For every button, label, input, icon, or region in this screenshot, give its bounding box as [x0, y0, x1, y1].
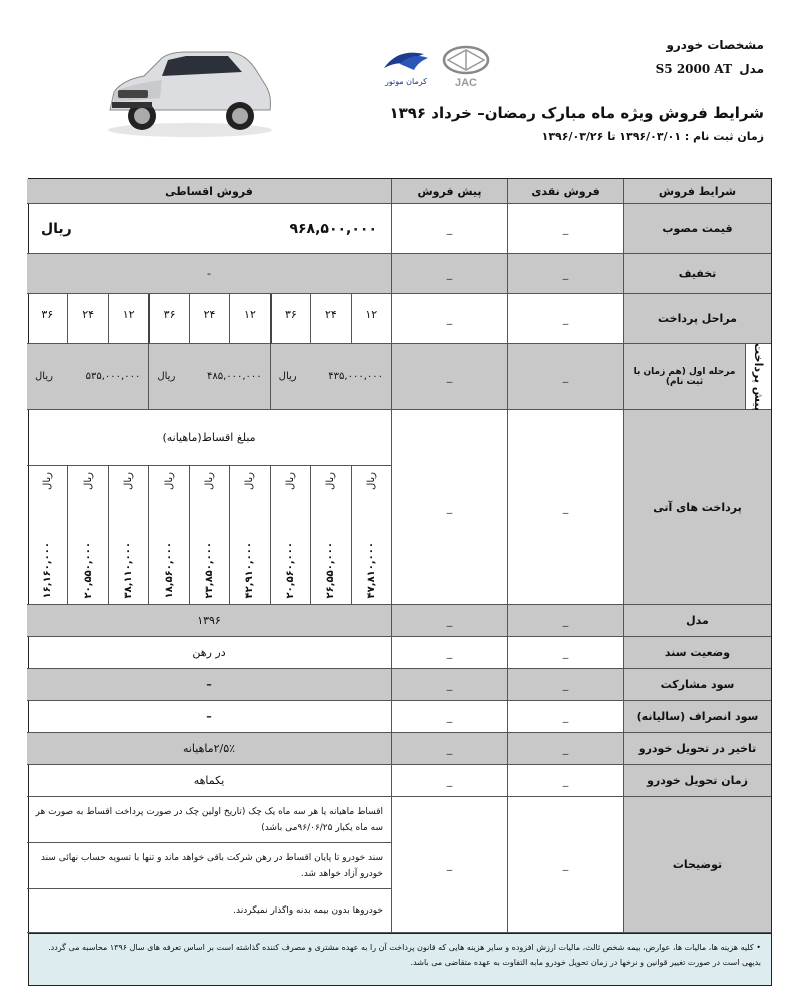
stage-cell: ۱۲: [108, 294, 148, 344]
prepayment-side-label: [745, 344, 771, 410]
future-installment-unit: ریال: [204, 472, 216, 490]
first-payment-cash: _: [507, 344, 623, 410]
future-installment-amount: ۱۶,۱۶۰,۰۰۰: [41, 541, 53, 598]
stage-cell: ۲۴: [310, 294, 350, 344]
offer-title: شرایط فروش ویژه ماه مبارک رمضان– خرداد ۱۳۹۶: [389, 104, 764, 122]
model-value: S5 2000 AT: [655, 62, 732, 76]
stages-cash: _: [507, 294, 623, 344]
first-payment-unit: ریال: [157, 371, 176, 382]
future-installment-values: [27, 466, 391, 605]
first-payment-installment: [27, 344, 391, 410]
profit-cash: _: [507, 669, 623, 701]
header-conditions: شرایط فروش: [623, 179, 771, 204]
delay-installment: ۲/۵٪ماهیانه: [27, 733, 391, 765]
row-label-price: قیمت مصوب: [623, 204, 771, 254]
first-payment-group: [270, 344, 391, 410]
document-installment: در رهن: [27, 637, 391, 669]
row-label-delay: تاخیر در تحویل خودرو: [623, 733, 771, 765]
stage-cell: ۳۶: [27, 294, 67, 344]
future-installment-amount: ۲۰,۵۵۰,۰۰۰: [82, 541, 94, 598]
delivery-installment: یکماهه: [27, 765, 391, 797]
future-installment-unit: ریال: [325, 472, 337, 490]
future-installment-amount: ۴۷,۸۱۰,۰۰۰: [365, 541, 377, 598]
row-label-discount: تخفیف: [623, 254, 771, 294]
future-installment-cell: [67, 466, 107, 605]
profit-installment: –: [27, 669, 391, 701]
future-installment-unit: ریال: [163, 472, 175, 490]
future-installment-unit: ریال: [41, 472, 53, 490]
price-value: ۹۶۸,۵۰۰,۰۰۰: [289, 220, 377, 237]
first-payment-unit: ریال: [278, 371, 297, 382]
sales-conditions-table: [28, 178, 772, 986]
price-unit: ریال: [41, 220, 72, 237]
discount-installment: -: [27, 254, 391, 294]
future-cash: _: [507, 410, 623, 605]
stage-cell: ۱۲: [351, 294, 391, 344]
future-installment-amount: ۲۶,۵۵۰,۰۰۰: [325, 541, 337, 598]
future-caption: مبلغ اقساط(ماهیانه): [27, 410, 391, 466]
stage-cell: ۲۴: [189, 294, 229, 344]
note-item-3: خودروها بدون بیمه بدنه واگذار نمیگردند.: [27, 889, 391, 933]
kerman-logo-text: کرمان موتور: [384, 77, 428, 86]
stage-cell: ۲۴: [67, 294, 107, 344]
row-label-notes: توضیحات: [623, 797, 771, 933]
notes-cash: _: [507, 797, 623, 933]
future-installment-unit: ریال: [244, 472, 256, 490]
row-label-withdraw: سود انصراف (سالیانه): [623, 701, 771, 733]
future-installment-cell: [27, 466, 67, 605]
registration-period: زمان ثبت نام : ۱۳۹۶/۰۳/۰۱ تا ۱۳۹۶/۰۳/۲۶: [541, 130, 764, 143]
withdraw-presale: _: [391, 701, 507, 733]
delay-presale: _: [391, 733, 507, 765]
price-presale: _: [391, 204, 507, 254]
header-presale: پیش فروش: [391, 179, 507, 204]
row-label-profit: سود مشارکت: [623, 669, 771, 701]
row-label-document: وضعیت سند: [623, 637, 771, 669]
delivery-cash: _: [507, 765, 623, 797]
model-presale: _: [391, 605, 507, 637]
discount-cash: _: [507, 254, 623, 294]
future-installment-amount: ۲۰,۵۶۰,۰۰۰: [284, 541, 296, 598]
row-label-model: مدل: [623, 605, 771, 637]
kerman-motor-logo: [378, 44, 434, 88]
stages-installment: [27, 294, 391, 344]
stage-cell: ۳۶: [148, 294, 188, 344]
future-installment-unit: ریال: [82, 472, 94, 490]
future-installment-amount: ۲۳,۸۵۰,۰۰۰: [204, 541, 216, 598]
future-presale: _: [391, 410, 507, 605]
stage-cell: ۳۶: [270, 294, 310, 344]
discount-presale: _: [391, 254, 507, 294]
future-installment-unit: ریال: [284, 472, 296, 490]
withdraw-installment: –: [27, 701, 391, 733]
first-payment-amount: ۵۳۵,۰۰۰,۰۰۰: [85, 371, 141, 382]
stage-cell: ۱۲: [229, 294, 269, 344]
future-installment-amount: ۱۸,۵۶۰,۰۰۰: [163, 541, 175, 598]
first-payment-amount: ۴۸۵,۰۰۰,۰۰۰: [206, 371, 262, 382]
specs-title: مشخصات خودرو: [666, 38, 764, 52]
future-installment-cell: [310, 466, 350, 605]
profit-presale: _: [391, 669, 507, 701]
row-label-delivery: زمان تحویل خودرو: [623, 765, 771, 797]
row-label-future: پرداخت های آتی: [623, 410, 771, 605]
first-payment-presale: _: [391, 344, 507, 410]
model-label: مدل: [739, 62, 764, 76]
price-installment: [27, 204, 391, 254]
document-cash: _: [507, 637, 623, 669]
document-presale: _: [391, 637, 507, 669]
price-cash: _: [507, 204, 623, 254]
future-installment-cell: [270, 466, 310, 605]
first-payment-amount: ۴۳۵,۰۰۰,۰۰۰: [328, 371, 383, 382]
first-payment-group: [148, 344, 269, 410]
car-image: [100, 40, 280, 140]
future-installment-unit: ریال: [365, 472, 377, 490]
future-installment-cell: [189, 466, 229, 605]
delay-cash: _: [507, 733, 623, 765]
note-item-1: اقساط ماهیانه یا هر سه ماه یک چک (تاریخ اولین چک در صورت پرداخت اقساط به صورت هر سه ماه یکبار ۹۶/۰۶/۲۵می باشد): [27, 797, 391, 843]
first-payment-group: [27, 344, 148, 410]
future-installment-cell: [229, 466, 269, 605]
first-payment-unit: ریال: [35, 371, 53, 382]
future-installment-unit: ریال: [123, 472, 135, 490]
future-installment-amount: ۳۸,۱۱۰,۰۰۰: [123, 541, 135, 598]
future-installment-cell: [108, 466, 148, 605]
model-installment: ۱۳۹۶: [27, 605, 391, 637]
notes-presale: _: [391, 797, 507, 933]
future-installment-cell: [148, 466, 188, 605]
stages-presale: _: [391, 294, 507, 344]
jac-logo: [440, 44, 492, 88]
withdraw-cash: _: [507, 701, 623, 733]
future-installment-amount: ۴۲,۹۱۰,۰۰۰: [244, 541, 256, 598]
delivery-presale: _: [391, 765, 507, 797]
footnote: • کلیه هزینه ها، مالیات ها، عوارض، بیمه شخص ثالث، مالیات ارزش افزوده و سایر هزینه هایی که قانون پرداخت آن را به عهده مشتری و مصرف کننده گذاشته است بر اساس تعرفه های سال ۱۳۹۶ محاسبه می گردد. بدیهی است در صورت تغییر قوانین و نرخها در زمان تحویل خودرو مابه التفاوت به عهده متقاضی می باشد.: [28, 933, 772, 986]
jac-logo-text: JAC: [454, 77, 478, 88]
model-cash: _: [507, 605, 623, 637]
row-label-stages: مراحل پرداخت: [623, 294, 771, 344]
note-item-2: سند خودرو تا پایان اقساط در رهن شرکت باقی خواهد ماند و تنها با تسویه حساب نهائی سند خودرو آزاد خواهد شد.: [27, 843, 391, 889]
header-installment: فروش اقساطی: [27, 179, 391, 204]
header-cash: فروش نقدی: [507, 179, 623, 204]
future-installment-cell: [351, 466, 391, 605]
prepayment-side-text: پیش پرداخت: [752, 342, 765, 411]
row-label-first-payment: مرحله اول (هم زمان با ثبت نام): [623, 344, 745, 410]
